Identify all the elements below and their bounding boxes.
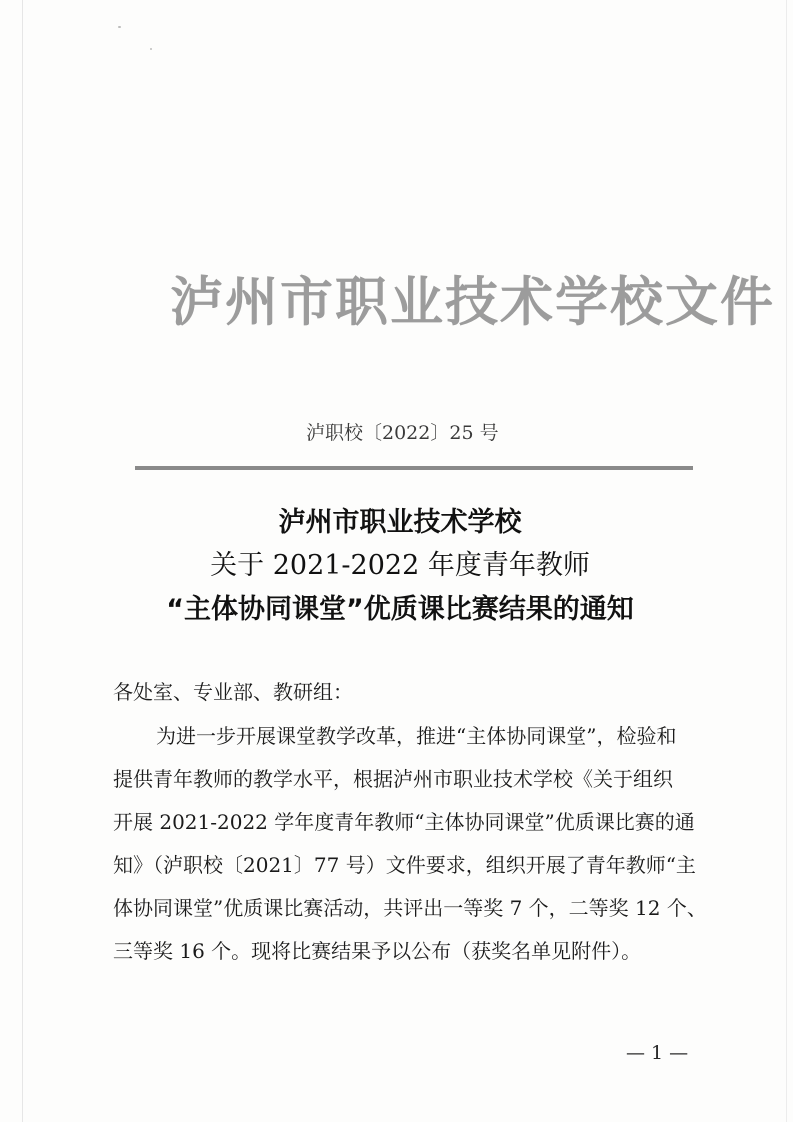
salutation: 各处室、专业部、教研组： — [113, 680, 353, 704]
scan-edge-right — [786, 0, 787, 1122]
scan-edge-left — [22, 0, 23, 1122]
body-paragraph-line: 开展 2021-2022 学年度青年教师“主体协同课堂”优质课比赛的通 — [113, 810, 695, 834]
document-header-title: 泸州市职业技术学校文件 — [170, 272, 775, 333]
scan-speck — [150, 48, 152, 50]
document-number: 泸职校〔2022〕25 号 — [306, 422, 499, 444]
notice-title-line-2: 关于 2021-2022 年度青年教师 — [210, 550, 590, 581]
body-paragraph-line: 体协同课堂”优质课比赛活动，共评出一等奖 7 个，二等奖 12 个、 — [113, 896, 707, 920]
body-paragraph-line: 提供青年教师的教学水平，根据泸州市职业技术学校《关于组织 — [113, 767, 673, 791]
body-paragraph-line: 为进一步开展课堂教学改革，推进“主体协同课堂”，检验和 — [156, 724, 677, 748]
header-divider-rule — [135, 466, 693, 470]
notice-title-line-3: “主体协同课堂”优质课比赛结果的通知 — [166, 594, 634, 625]
body-paragraph-line: 三等奖 16 个。现将比赛结果予以公布（获奖名单见附件）。 — [113, 939, 642, 963]
page-number: — 1 — — [626, 1042, 689, 1064]
notice-title-line-1: 泸州市职业技术学校 — [278, 507, 522, 538]
scan-speck — [118, 26, 121, 28]
body-paragraph-line: 知》（泸职校〔2021〕77 号）文件要求，组织开展了青年教师“主 — [113, 853, 696, 877]
